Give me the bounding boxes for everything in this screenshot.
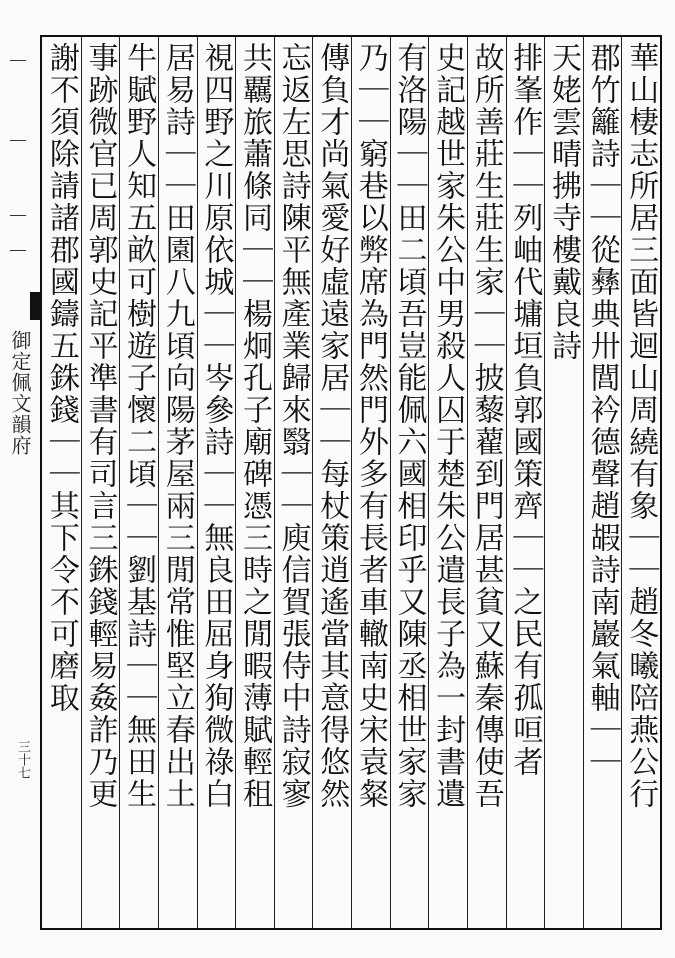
book-title: 御定佩文韻府 (8, 330, 32, 456)
text-column: 牛賦野人知五畝可樹遊子懷二頃｜｜劉基詩｜｜無田生 (121, 42, 157, 810)
page-number: 三十七 (15, 740, 30, 779)
frame-bottom-border (42, 928, 662, 930)
frame-top-border (42, 35, 662, 37)
text-column: 有洛陽｜｜田二頃吾豈能佩六國相印乎又陳丞相世家家 (391, 42, 427, 810)
text-column: 共覊旅蕭條同｜｜楊炯孔子廟碑憑三時之閒暇薄賦輕租 (236, 42, 272, 810)
text-column: 史記越世家朱公中男殺人囚于楚朱公遣長子為一封書遺 (430, 42, 466, 810)
text-column: 華山棲志所居三面皆迴山周繞有象｜｜趙冬曦陪燕公行 (623, 42, 659, 810)
text-column: 排峯作｜｜列岫代墉垣負郭國策齊｜｜之民有孤咺者 (507, 42, 543, 778)
text-column: 天姥雲晴拂寺樓戴良詩 (545, 42, 581, 362)
text-column: 乃｜｜窮巷以弊席為門然門外多有長者車轍南史宋袁粲 (352, 42, 388, 810)
text-column: 忘返左思詩陳平無產業歸來翳｜｜庾信賀張侍中詩寂寥 (275, 42, 311, 810)
text-column: 故所善莊生莊生家｜｜披藜藋到門居甚貧又蘇秦傳使吾 (468, 42, 504, 810)
margin-tick (10, 250, 26, 251)
text-column: 謝不須除請諸郡國鑄五銖錢｜｜其下令不可磨取 (43, 42, 79, 714)
text-column: 視四野之川原依城｜｜岑參詩｜｜無良田屈身狥微祿白 (198, 42, 234, 810)
text-column: 事跡微官已周郭史記平準書有司言三銖錢輕易姦詐乃更 (82, 42, 118, 810)
margin-tick (10, 140, 26, 141)
page-margin (0, 0, 40, 958)
margin-tick (10, 60, 26, 61)
text-column: 居易詩｜｜田園八九頃向陽茅屋兩三閒常惟堅立春出土 (159, 42, 195, 810)
margin-tick (10, 215, 26, 216)
text-column: 郡竹籬詩｜｜從彝典卅閭衿德聲趙嘏詩南巖氣軸｜｜ (584, 42, 620, 778)
text-column: 傳負才尚氣愛好虛遠家居｜｜每杖策逍遙當其意得悠然 (314, 42, 350, 810)
